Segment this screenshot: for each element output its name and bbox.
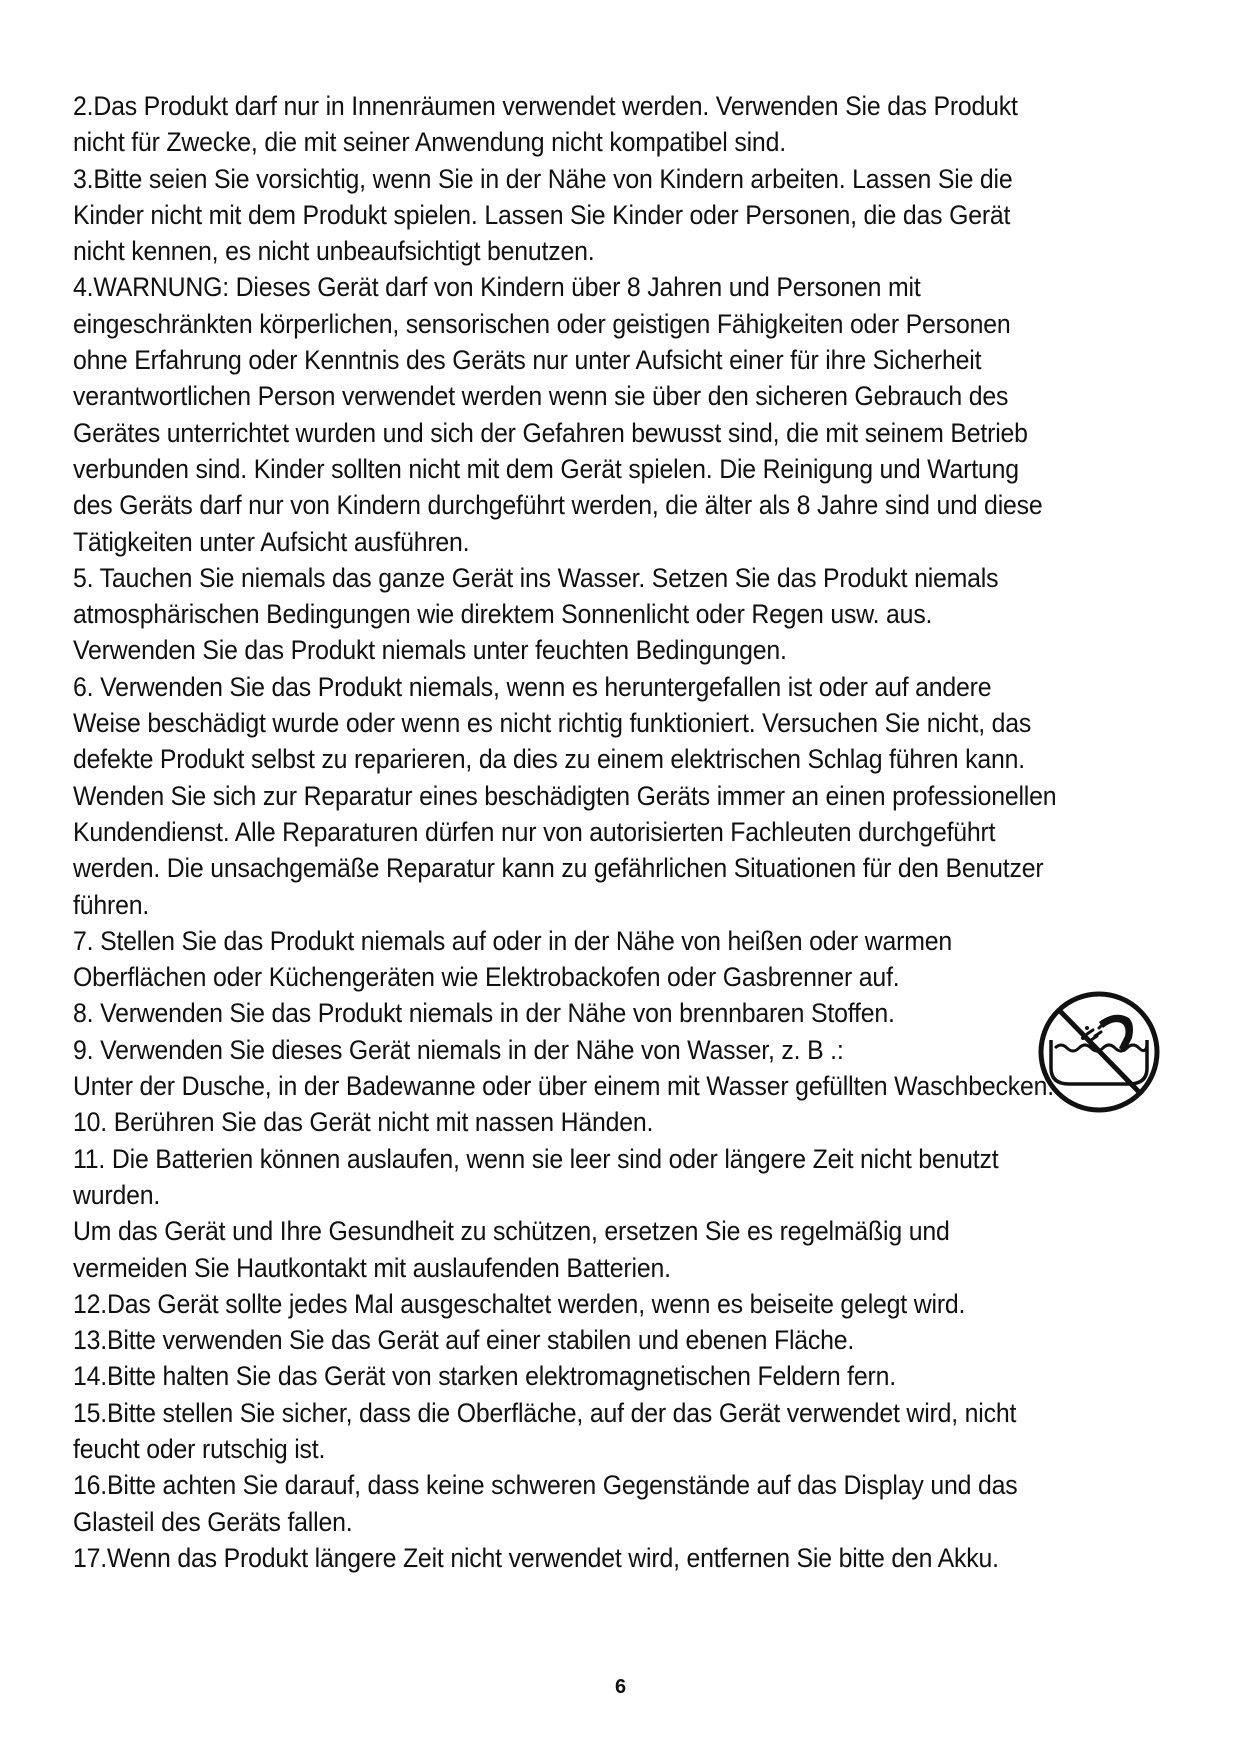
text-line: Kinder nicht mit dem Produkt spielen. Lassen Sie Kinder oder Personen, die das Gerät [73, 199, 1011, 230]
text-line: 16.Bitte achten Sie darauf, dass keine schweren Gegenstände auf das Display und das [73, 1470, 1018, 1501]
text-line: ohne Erfahrung oder Kenntnis des Geräts nur unter Aufsicht einer für ihre Sicherheit [73, 345, 982, 376]
text-line: 12.Das Gerät sollte jedes Mal ausgeschaltet werden, wenn es beiseite gelegt wird. [73, 1288, 966, 1319]
text-line: Weise beschädigt wurde oder wenn es nicht richtig funktioniert. Versuchen Sie nicht, das [73, 708, 1032, 739]
text-line: 7. Stellen Sie das Produkt niemals auf oder in der Nähe von heißen oder warmen [73, 925, 953, 956]
text-line: 4.WARNUNG: Dieses Gerät darf von Kindern über 8 Jahren und Personen mit [73, 272, 921, 303]
text-line: vermeiden Sie Hautkontakt mit auslaufenden Batterien. [73, 1252, 671, 1283]
text-line: 5. Tauchen Sie niemals das ganze Gerät ins Wasser. Setzen Sie das Produkt niemals [73, 562, 999, 593]
text-line: 2.Das Produkt darf nur in Innenräumen verwendet werden. Verwenden Sie das Produkt [73, 91, 1018, 121]
text-line: Glasteil des Geräts fallen. [73, 1506, 353, 1537]
text-line: feucht oder rutschig ist. [73, 1433, 326, 1464]
text-line: 3.Bitte seien Sie vorsichtig, wenn Sie in der Nähe von Kindern arbeiten. Lassen Sie die [73, 163, 1013, 194]
text-line: 17.Wenn das Produkt längere Zeit nicht verwendet wird, entfernen Sie bitte den Akku. [73, 1542, 999, 1573]
text-line: 8. Verwenden Sie das Produkt niemals in der Nähe von brennbaren Stoffen. [73, 998, 895, 1029]
text-line: 6. Verwenden Sie das Produkt niemals, wenn es heruntergefallen ist oder auf andere [73, 671, 992, 702]
text-line: Kundendienst. Alle Reparaturen dürfen nur von autorisierten Fachleuten durchgeführt [73, 816, 996, 847]
text-line: verbunden sind. Kinder sollten nicht mit dem Gerät spielen. Die Reinigung und Wartung [73, 453, 1019, 484]
text-line: wurden. [73, 1179, 161, 1210]
text-line: 10. Berühren Sie das Gerät nicht mit nassen Händen. [73, 1107, 654, 1138]
text-line: nicht kennen, es nicht unbeaufsichtigt benutzen. [73, 236, 595, 267]
text-line: 14.Bitte halten Sie das Gerät von starken elektromagnetischen Feldern fern. [73, 1361, 896, 1392]
text-line: Gerätes unterrichtet wurden und sich der Gefahren bewusst sind, die mit seinem Betrieb [73, 417, 1028, 448]
page-number: 6 [614, 1676, 627, 1698]
text-line: Verwenden Sie das Produkt niemals unter feuchten Bedingungen. [73, 635, 787, 666]
text-line: Tätigkeiten unter Aufsicht ausführen. [73, 526, 470, 557]
text-line: 13.Bitte verwenden Sie das Gerät auf einer stabilen und ebenen Fläche. [73, 1325, 855, 1356]
no-water-immersion-icon [1035, 988, 1163, 1116]
text-line: defekte Produkt selbst zu reparieren, da dies zu einem elektrischen Schlag führen kann. [73, 744, 1025, 775]
text-line: Oberflächen oder Küchengeräten wie Elektrobackofen oder Gasbrenner auf. [73, 962, 900, 993]
text-line: atmosphärischen Bedingungen wie direktem Sonnenlicht oder Regen usw. aus. [73, 599, 933, 630]
text-line: Um das Gerät und Ihre Gesundheit zu schützen, ersetzen Sie es regelmäßig und [73, 1216, 950, 1247]
text-line: werden. Die unsachgemäße Reparatur kann zu gefährlichen Situationen für den Benutzer [73, 853, 1044, 884]
text-line: 9. Verwenden Sie dieses Gerät niemals in der Nähe von Wasser, z. B .: [73, 1034, 844, 1065]
text-line: verantwortlichen Person verwendet werden wenn sie über den sicheren Gebrauch des [73, 381, 1009, 412]
text-line: 15.Bitte stellen Sie sicher, dass die Oberfläche, auf der das Gerät verwendet wird, nicht [73, 1397, 1017, 1428]
text-line: nicht für Zwecke, die mit seiner Anwendung nicht kompatibel sind. [73, 127, 786, 158]
text-line: des Geräts darf nur von Kindern durchgeführt werden, die älter als 8 Jahre sind und diese [73, 490, 1043, 521]
text-line: Unter der Dusche, in der Badewanne oder über einem mit Wasser gefüllten Waschbecken. [73, 1071, 1054, 1102]
text-line: führen. [73, 889, 150, 920]
text-line: eingeschränkten körperlichen, sensorischen oder geistigen Fähigkeiten oder Personen [73, 308, 1011, 339]
text-line: 11. Die Batterien können auslaufen, wenn sie leer sind oder längere Zeit nicht benutzt [73, 1143, 999, 1174]
safety-instructions-text [73, 88, 1103, 1576]
text-line: Wenden Sie sich zur Reparatur eines beschädigten Geräts immer an einen professionellen [73, 780, 1057, 811]
